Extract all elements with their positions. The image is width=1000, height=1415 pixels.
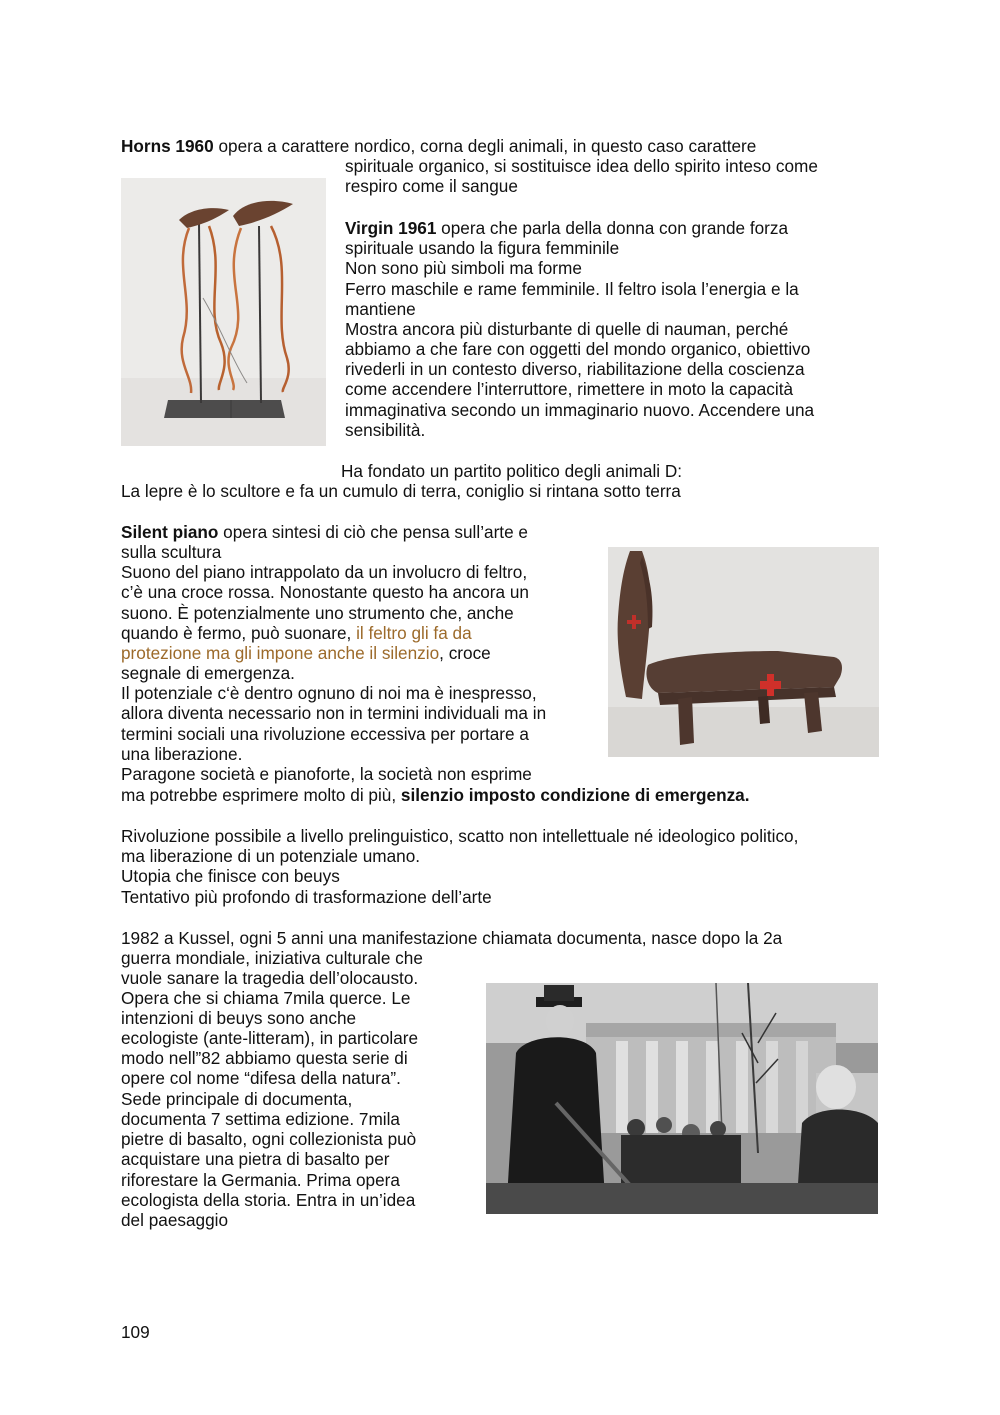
- documenta-line: vuole sanare la tragedia dell’olocausto.: [121, 968, 419, 988]
- piano-paragraph-line-last: ma potrebbe esprimere molto di più, silenzio imposto condizione di emergenza.: [121, 785, 750, 805]
- documenta-line: del paesaggio: [121, 1210, 229, 1230]
- documenta-line: documenta 7 settima edizione. 7mila: [121, 1109, 400, 1129]
- virgin-paragraph-line: sensibilità.: [345, 420, 426, 440]
- piano-paragraph-line: Suono del piano intrappolato da un involucro di feltro,: [121, 562, 528, 582]
- piano-paragraph-line-highlight-start: quando è fermo, può suonare, il feltro gli fa da: [121, 623, 472, 643]
- virgin-paragraph-line: spirituale usando la figura femminile: [345, 238, 620, 258]
- documenta-line: intenzioni di beuys sono anche: [121, 1008, 357, 1028]
- piano-paragraph-line: segnale di emergenza.: [121, 663, 295, 683]
- documenta-line-1: 1982 a Kussel, ogni 5 anni una manifestazione chiamata documenta, nasce dopo la 2a: [121, 928, 783, 948]
- party-line-2: La lepre è lo scultore e fa un cumulo di terra, coniglio si rintana sotto terra: [121, 481, 681, 501]
- piano-paragraph-line: termini sociali una rivoluzione eccessiva per portare a: [121, 724, 529, 744]
- piano-paragraph-line: sulla scultura: [121, 542, 222, 562]
- page-number: 109: [121, 1322, 150, 1342]
- documenta-line: ecologiste (ante-litteram), in particolare: [121, 1028, 419, 1048]
- highlighted-text: il feltro gli fa da: [356, 623, 472, 643]
- piano-paragraph-line: allora diventa necessario non in termini individuali ma in: [121, 703, 547, 723]
- virgin-paragraph-line: Ferro maschile e rame femminile. Il feltro isola l’energia e la: [345, 279, 799, 299]
- piano-paragraph-line-1: Silent piano opera sintesi di ciò che pensa sull’arte e: [121, 522, 528, 542]
- revolution-line: ma liberazione di un potenziale umano.: [121, 846, 421, 866]
- revolution-line: Rivoluzione possibile a livello prelinguistico, scatto non intellettuale né ideologico politico,: [121, 826, 799, 846]
- virgin-paragraph-line: Mostra ancora più disturbante di quelle di nauman, perché: [345, 319, 789, 339]
- documenta-line: Sede principale di documenta,: [121, 1089, 353, 1109]
- virgin-paragraph-line: Non sono più simboli ma forme: [345, 258, 582, 278]
- horns-title: Horns 1960: [121, 136, 214, 156]
- piano-paragraph-line: suono. È potenzialmente uno strumento che, anche: [121, 603, 514, 623]
- virgin-title: Virgin 1961: [345, 218, 437, 238]
- virgin-paragraph-line-1: Virgin 1961 opera che parla della donna con grande forza: [345, 218, 789, 238]
- documenta-line: ecologista della storia. Entra in un’idea: [121, 1190, 416, 1210]
- piano-paragraph-line: Il potenziale c‘è dentro ognuno di noi ma è inespresso,: [121, 683, 537, 703]
- documenta-line: pietre di basalto, ogni collezionista può: [121, 1129, 417, 1149]
- virgin-paragraph-line: abbiamo a che fare con oggetti del mondo organico, obiettivo: [345, 339, 811, 359]
- horns-paragraph-line-3: respiro come il sangue: [345, 176, 518, 196]
- virgin-paragraph-line: come accendere l’interruttore, rimettere in moto la capacità: [345, 379, 794, 399]
- party-line-1: Ha fondato un partito politico degli animali D:: [341, 461, 683, 481]
- virgin-paragraph-line: rivederli in un contesto diverso, riabilitazione della coscienza: [345, 359, 805, 379]
- documenta-line: riforestare la Germania. Prima opera: [121, 1170, 400, 1190]
- documenta-line: modo nell”82 abbiamo questa serie di: [121, 1048, 408, 1068]
- virgin-paragraph-line: immaginativa secondo un immaginario nuovo. Accendere una: [345, 400, 815, 420]
- virgin-paragraph-line: mantiene: [345, 299, 416, 319]
- highlighted-text: protezione ma gli impone anche il silenzio: [121, 643, 440, 663]
- horns-paragraph-line-2: spirituale organico, si sostituisce idea dello spirito inteso come: [345, 156, 818, 176]
- silent-piano-photo: [608, 547, 879, 757]
- documenta-line: Opera che si chiama 7mila querce. Le: [121, 988, 411, 1008]
- piano-paragraph-line-highlight-end: protezione ma gli impone anche il silenzio, croce: [121, 643, 491, 663]
- horns-sculpture-photo: [121, 178, 326, 446]
- revolution-line: Tentativo più profondo di trasformazione dell’arte: [121, 887, 492, 907]
- documenta-line: guerra mondiale, iniziativa culturale che: [121, 948, 423, 968]
- documenta-line: opere col nome “difesa della natura”.: [121, 1068, 401, 1088]
- horns-paragraph-line-1: Horns 1960 opera a carattere nordico, corna degli animali, in questo caso carattere: [121, 136, 757, 156]
- piano-title: Silent piano: [121, 522, 219, 542]
- revolution-line: Utopia che finisce con beuys: [121, 866, 340, 886]
- piano-paragraph-line: Paragone società e pianoforte, la società non esprime: [121, 764, 532, 784]
- piano-paragraph-line: c’è una croce rossa. Nonostante questo ha ancora un: [121, 582, 529, 602]
- documenta-line: acquistare una pietra di basalto per: [121, 1149, 390, 1169]
- seven-thousand-oaks-photo: [486, 983, 878, 1214]
- piano-paragraph-line: una liberazione.: [121, 744, 243, 764]
